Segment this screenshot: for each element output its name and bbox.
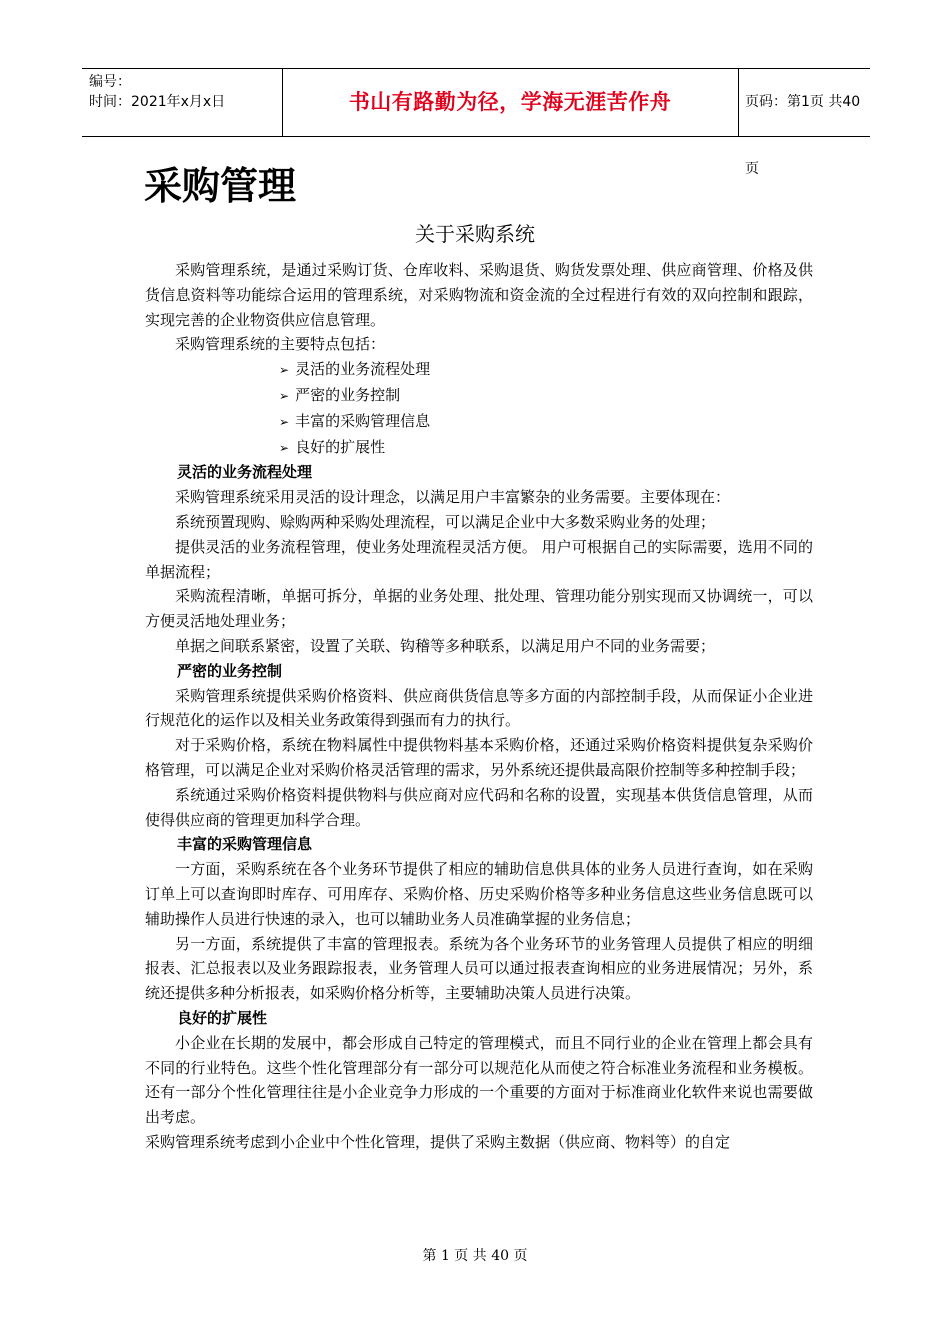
page-footer: 第 1 页 共 40 页 <box>422 1248 528 1264</box>
feature-list-item: ➢ 灵活的业务流程处理 <box>279 360 431 379</box>
header-motto-cell <box>282 69 739 136</box>
body-paragraph: 系统预置现购、赊购两种采购处理流程，可以满足企业中大多数采购业务的处理； <box>175 512 716 531</box>
document-subtitle: 关于采购系统 <box>415 222 535 246</box>
document-number-label: 编号： <box>89 74 131 90</box>
page-info: 页码：第1页 共40页 <box>745 94 861 177</box>
body-paragraph: 对于采购价格，系统在物料属性中提供物料基本采购价格，还通过采购价格资料提供复杂采购价格管理，可以满足企业对采购价格灵活管理的需求，另外系统还提供最高限价控制等多种控制手段； <box>145 736 813 779</box>
section-heading: 丰富的采购管理信息 <box>177 835 313 854</box>
document-body <box>145 258 813 1155</box>
section-heading: 良好的扩展性 <box>177 1008 268 1027</box>
header-meta-cell <box>82 69 283 136</box>
feature-list-item: ➢ 良好的扩展性 <box>279 437 386 456</box>
arrow-bullet-icon: ➢ <box>279 388 290 403</box>
arrow-bullet-icon: ➢ <box>279 363 290 378</box>
body-paragraph: 单据之间联系紧密，设置了关联、钩稽等多种联系，以满足用户不同的业务需要； <box>175 636 716 655</box>
body-paragraph-final: 采购管理系统考虑到小企业中个性化管理，提供了采购主数据（供应商、物料等）的自定 <box>145 1132 731 1151</box>
header-page-cell <box>739 69 870 177</box>
document-time-label: 时间：2021年x月x日 <box>89 94 226 110</box>
body-paragraph: 一方面，采购系统在各个业务环节提供了相应的辅助信息供具体的业务人员进行查询，如在采购订单上可以查询即时库存、可用库存、采购价格、历史采购价格等多种业务信息这些业务信息既可以辅助操作人员进行快速的录入，也可以辅助业务人员准确掌握的业务信息； <box>145 860 813 928</box>
body-paragraph: 采购管理系统采用灵活的设计理念，以满足用户丰富繁杂的业务需要。主要体现在： <box>175 488 731 507</box>
body-paragraph: 小企业在长期的发展中，都会形成自己特定的管理模式，而且不同行业的企业在管理上都会具有不同的行业特色。这些个性化管理部分有一部分可以规范化从而使之符合标准业务流程和业务模板。还有一部分个性化管理往往是小企业竞争力形成的一个重要的方面对于标准商业化软件来说也需要做出考虑。 <box>145 1033 813 1127</box>
page-header <box>82 68 870 177</box>
intro-paragraph: 采购管理系统的主要特点包括： <box>175 335 386 354</box>
feature-list-item: ➢ 严密的业务控制 <box>279 385 401 404</box>
section-heading: 严密的业务控制 <box>177 661 283 680</box>
body-paragraph: 系统通过采购价格资料提供物料与供应商对应代码和名称的设置，实现基本供货信息管理，从而使得供应商的管理更加科学合理。 <box>145 785 813 829</box>
motto-text: 书山有路勤为径，学海无涯苦作舟 <box>348 90 672 114</box>
feature-list-item: ➢ 丰富的采购管理信息 <box>279 411 431 430</box>
document-title: 采购管理 <box>144 164 297 208</box>
body-paragraph: 采购流程清晰，单据可拆分，单据的业务处理、批处理、管理功能分别实现而又协调统一，可以方便灵活地处理业务； <box>145 587 813 631</box>
body-paragraph: 另一方面，系统提供了丰富的管理报表。系统为各个业务环节的业务管理人员提供了相应的明细报表、汇总报表以及业务跟踪报表，业务管理人员可以通过报表查询相应的业务进展情况；另外，系统还提供多种分析报表，如采购价格分析等，主要辅助决策人员进行决策。 <box>145 934 813 1003</box>
body-paragraph: 提供灵活的业务流程管理，使业务处理流程灵活方便。 用户可根据自己的实际需要，选用不同的单据流程； <box>145 537 813 581</box>
arrow-bullet-icon: ➢ <box>279 414 290 429</box>
body-paragraph: 采购管理系统提供采购价格资料、供应商供货信息等多方面的内部控制手段，从而保证小企业进行规范化的运作以及相关业务政策得到强而有力的执行。 <box>145 686 813 730</box>
section-heading: 灵活的业务流程处理 <box>177 463 313 482</box>
arrow-bullet-icon: ➢ <box>279 440 290 455</box>
feature-list <box>145 357 813 460</box>
intro-paragraph: 采购管理系统，是通过采购订货、仓库收料、采购退货、购货发票处理、供应商管理、价格及供货信息资料等功能综合运用的管理系统，对采购物流和资金流的全过程进行有效的双向控制和跟踪，实现完善的企业物资供应信息管理。 <box>145 261 813 329</box>
